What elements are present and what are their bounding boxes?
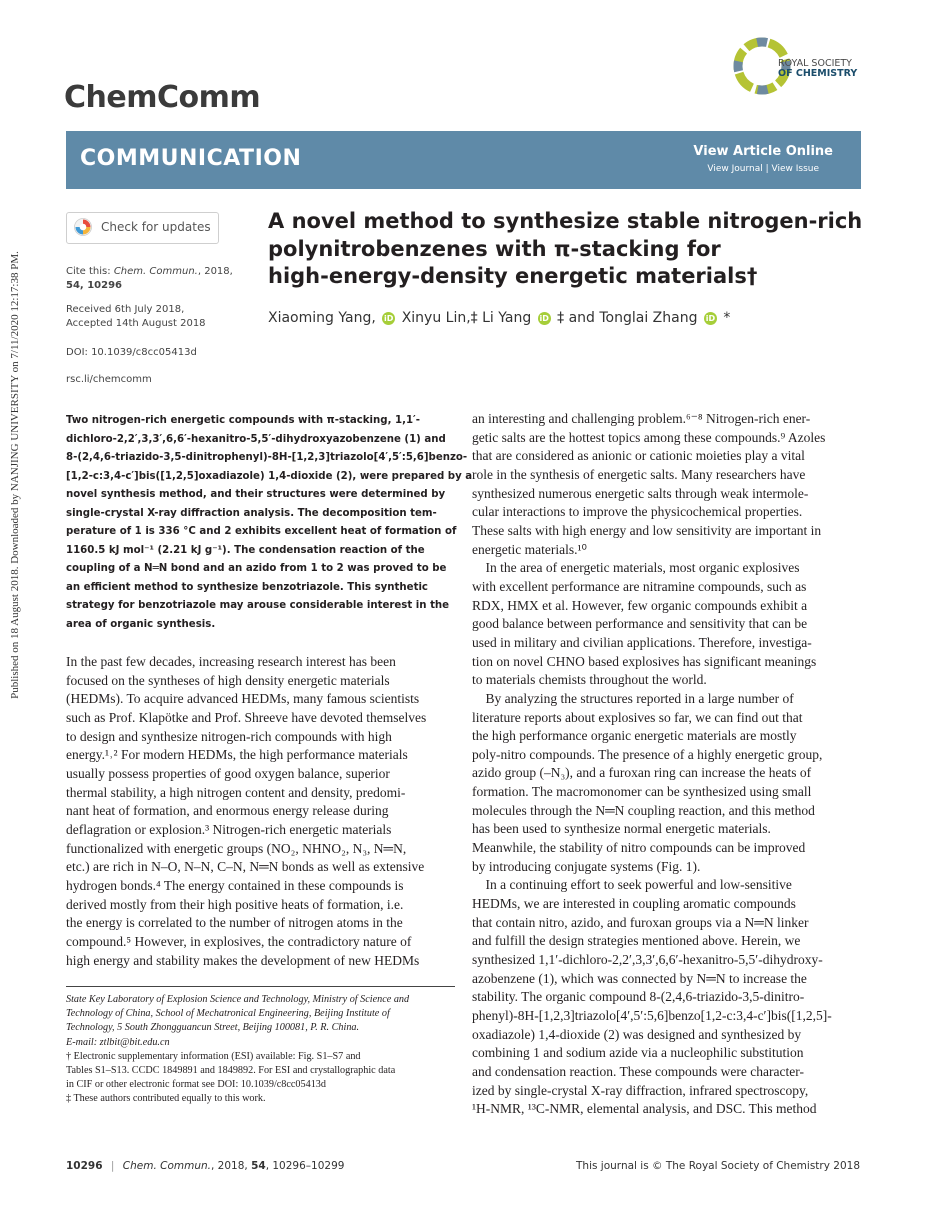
affiliation-line: Technology, 5 South Zhongguancun Street, Beijing 100081, P. R. China. xyxy=(66,1022,360,1034)
rsc-logo xyxy=(732,28,862,98)
body-right-column xyxy=(472,410,862,1119)
article-type-banner xyxy=(66,131,861,189)
body-line: molecules through the N═N coupling reaction, and this method xyxy=(472,802,815,818)
doi[interactable]: DOI: 10.1039/c8cc05413d xyxy=(66,347,197,358)
body-line: By analyzing the structures reported in a large number of xyxy=(472,690,794,706)
body-line: that are considered as anionic or cationic moieties play a vital xyxy=(472,448,805,464)
article-title xyxy=(268,208,868,291)
abstract-line: single-crystal X-ray diffraction analysis. The decomposition tem- xyxy=(66,507,437,519)
abstract-line: novel synthesis method, and their structures were determined by xyxy=(66,489,446,500)
body-line: tion on novel CHNO based explosives has significant meanings xyxy=(472,653,817,669)
body-line: combining 1 and sodium azide via a nucleophilic substitution xyxy=(472,1045,804,1061)
accepted-date: Accepted 14th August 2018 xyxy=(66,317,206,329)
body-line: role in the synthesis of energetic salts. Many researchers have xyxy=(472,466,806,482)
body-line: thermal stability, a high nitrogen content and density, predomi- xyxy=(66,784,406,800)
author-name: Xinyu Lin,‡ Li Yang xyxy=(401,310,532,326)
body-line: HEDMs, we are interested in coupling aromatic compounds xyxy=(472,896,796,912)
body-line: the high performance organic energetic materials are mostly xyxy=(472,728,797,744)
page-footer-right: This journal is © The Royal Society of Chemistry 2018 xyxy=(576,1160,860,1172)
body-line: that contain nitro, azido, and furoxan groups via a N═N linker xyxy=(472,914,809,930)
footnote-line: Tables S1–S13. CCDC 1849891 and 1849892. For ESI and crystallographic data xyxy=(66,1065,396,1077)
check-for-updates-label: Check for updates xyxy=(101,220,211,234)
body-line: cular interactions to improve the physicochemical properties. xyxy=(472,504,803,520)
journal-url[interactable]: rsc.li/chemcomm xyxy=(66,374,152,385)
received-date: Received 6th July 2018, xyxy=(66,304,185,315)
footer-year: , 2018, xyxy=(210,1160,248,1172)
corresponding-mark: * xyxy=(723,310,731,326)
download-notice: Published on 18 August 2018. Downloaded by NANJING UNIVERSITY on 7/11/2020 12:17:38 PM. xyxy=(9,251,21,699)
title-line: high-energy-density energetic materials† xyxy=(268,264,758,288)
footnote-line: ‡ These authors contributed equally to this work. xyxy=(66,1093,266,1105)
email-line[interactable]: E-mail: ztlbit@bit.edu.cn xyxy=(66,1036,170,1048)
body-line: nant heat of formation, and enormous energy release during xyxy=(66,803,389,819)
body-line: compound.⁵ However, in explosives, the contradictory nature of xyxy=(66,933,412,949)
body-line: RDX, HMX et al. However, few organic compounds exhibit a xyxy=(472,597,808,613)
body-line: to materials chemists throughout the world. xyxy=(472,672,707,688)
body-line: to design and synthesize nitrogen-rich compounds with high xyxy=(66,728,392,744)
body-line: an interesting and challenging problem.⁶⁻⁸ Nitrogen-rich ener- xyxy=(472,411,811,426)
rsc-logo-line1: ROYAL SOCIETY xyxy=(778,58,852,69)
body-line: usually possess properties of good oxygen balance, superior xyxy=(66,765,390,781)
abstract-line: an efficient method to synthesize benzotriazole. This synthetic xyxy=(66,581,428,593)
body-line: by introducing conjugate systems (Fig. 1). xyxy=(472,858,701,874)
abstract-line: strategy for benzotriazole may arouse considerable interest in the xyxy=(66,600,450,611)
page-footer-left xyxy=(66,1160,344,1172)
body-line: derived mostly from their high positive heats of formation, i.e. xyxy=(66,896,404,912)
body-line: In the past few decades, increasing research interest has been xyxy=(66,654,396,669)
cite-prefix: Cite this: xyxy=(66,266,111,277)
abstract-line: coupling of a N═N bond and an azido from 1 to 2 was proved to be xyxy=(66,563,447,574)
body-line: In the area of energetic materials, most organic explosives xyxy=(472,560,800,576)
body-line: with excellent performance are nitramine compounds, such as xyxy=(472,578,807,594)
body-line: the energy is correlated to the number of nitrogen atoms in the xyxy=(66,915,403,931)
body-line: focused on the syntheses of high density energetic materials xyxy=(66,672,390,688)
body-line: functionalized with energetic groups (NO₂, NHNO₂, N₃, N═N, xyxy=(66,840,407,856)
cite-year: , 2018, xyxy=(197,266,233,277)
footer-separator: | xyxy=(110,1160,115,1172)
author-list xyxy=(268,310,730,326)
body-line: has been used to synthesize normal energetic materials. xyxy=(472,821,771,837)
article-type: COMMUNICATION xyxy=(80,146,302,171)
abstract-line: perature of 1 is 336 °C and 2 exhibits excellent heat of formation of xyxy=(66,526,457,537)
body-line: formation. The macromonomer can be synthesized using small xyxy=(472,784,812,800)
abstract-line: 1160.5 kJ mol⁻¹ (2.21 kJ g⁻¹). The condensation reaction of the xyxy=(66,544,425,556)
body-line: ¹H-NMR, ¹³C-NMR, elemental analysis, and DSC. This method xyxy=(472,1101,817,1117)
received-accepted xyxy=(66,303,206,330)
abstract-line: [1,2-c:3,4-c′]bis([1,2,5]oxadiazole) 1,4-dioxide (2), were prepared by a xyxy=(66,470,473,482)
crossmark-icon xyxy=(74,218,92,236)
body-line: hydrogen bonds.⁴ The energy contained in these compounds is xyxy=(66,877,404,893)
title-line: A novel method to synthesize stable nitrogen-rich xyxy=(268,209,863,233)
footer-journal: Chem. Commun. xyxy=(122,1160,211,1172)
view-journal-issue-links[interactable]: View Journal | View Issue xyxy=(707,164,819,174)
cite-journal: Chem. Commun. xyxy=(113,266,198,277)
body-line: ized by single-crystal X-ray diffraction, infrared spectroscopy, xyxy=(472,1082,809,1098)
orcid-icon[interactable]: iD xyxy=(539,314,549,323)
body-left-column xyxy=(66,653,455,970)
body-line: such as Prof. Klapötke and Prof. Shreeve have devoted themselves xyxy=(66,709,427,725)
body-line: deflagration or explosion.³ Nitrogen-rich energetic materials xyxy=(66,821,392,837)
body-line: synthesized 1,1′-dichloro-2,2′,3,3′,6,6′-hexanitro-5,5′-dihydroxy- xyxy=(472,952,823,968)
footnote-divider xyxy=(66,986,455,987)
check-for-updates-button[interactable] xyxy=(66,212,219,244)
title-line: polynitrobenzenes with π-stacking for xyxy=(268,236,721,261)
body-line: getic salts are the hottest topics among these compounds.⁹ Azoles xyxy=(472,429,826,445)
rsc-logo-line2: OF CHEMISTRY xyxy=(778,68,858,79)
body-line: synthesized numerous energetic salts through weak intermole- xyxy=(472,485,809,501)
citation-info xyxy=(66,265,233,292)
body-line: azido group (–N₃), and a furoxan ring can increase the heats of xyxy=(472,765,812,781)
body-line: These salts with high energy and low sensitivity are important in xyxy=(472,522,822,538)
body-line: phenyl)-8H-[1,2,3]triazolo[4′,5′:5,6]benzo[1,2-c:3,4-c′]bis([1,2,5]- xyxy=(472,1008,832,1023)
body-line: energy.¹˒² For modern HEDMs, the high performance materials xyxy=(66,747,408,763)
body-line: energetic materials.¹⁰ xyxy=(472,541,587,557)
body-line: and condensation reaction. These compounds were character- xyxy=(472,1063,804,1079)
body-line: stability. The organic compound 8-(2,4,6-triazido-3,5-dinitro- xyxy=(472,989,805,1005)
abstract-line: area of organic synthesis. xyxy=(66,618,216,630)
orcid-icon[interactable]: iD xyxy=(384,314,394,323)
body-line: literature reports about explosives so far, we can find out that xyxy=(472,709,803,725)
abstract-line: 8-(2,4,6-triazido-3,5-dinitrophenyl)-8H-[1,2,3]triazolo[4′,5′:5,6]benzo- xyxy=(66,452,468,463)
affiliation-line: State Key Laboratory of Explosion Science and Technology, Ministry of Science and xyxy=(66,994,410,1005)
journal-name: ChemComm xyxy=(64,80,261,115)
body-line: azobenzene (1), which was connected by N═N to increase the xyxy=(472,970,807,986)
body-line: used in military and civilian applications. Therefore, investiga- xyxy=(472,634,812,650)
orcid-icon[interactable]: iD xyxy=(705,314,716,323)
body-line: good balance between performance and sensitivity that can be xyxy=(472,616,808,632)
download-sidebar xyxy=(4,215,26,735)
body-line: and fulfill the design strategies mentioned above. Herein, we xyxy=(472,933,801,949)
affiliation-line: Technology of China, School of Mechatronical Engineering, Beijing Institute of xyxy=(66,1008,390,1020)
footnote-line: in CIF or other electronic format see DOI: 10.1039/c8cc05413d xyxy=(66,1079,326,1091)
footer-pages: , 10296–10299 xyxy=(265,1160,345,1172)
body-line: high energy and stability makes the development of new HEDMs xyxy=(66,952,420,968)
footnote-line: † Electronic supplementary information (ESI) available: Fig. S1–S7 and xyxy=(66,1050,361,1062)
body-line: (HEDMs). To acquire advanced HEDMs, many famous scientists xyxy=(66,691,420,707)
body-line: etc.) are rich in N–O, N–N, C–N, N═N bonds as well as extensive xyxy=(66,859,425,875)
page-number: 10296 xyxy=(66,1160,103,1172)
author-name: ‡ and Tonglai Zhang xyxy=(557,310,698,326)
body-line: Meanwhile, the stability of nitro compounds can be improved xyxy=(472,840,806,856)
body-line: poly-nitro compounds. The presence of a highly energetic group, xyxy=(472,746,823,762)
footnotes xyxy=(66,993,455,1107)
abstract-line: dichloro-2,2′,3,3′,6,6′-hexanitro-5,5′-dihydroxyazobenzene (1) and xyxy=(66,433,446,445)
body-line: oxadiazole) 1,4-dioxide (2) was designed and synthesized by xyxy=(472,1026,802,1042)
footer-volume: 54 xyxy=(251,1160,266,1172)
body-line: In a continuing effort to seek powerful and low-sensitive xyxy=(472,877,792,893)
author-name: Xiaoming Yang, xyxy=(268,310,376,326)
cite-volume-pages: 54, 10296 xyxy=(66,279,122,291)
abstract-line: Two nitrogen-rich energetic compounds with π-stacking, 1,1′- xyxy=(66,415,420,426)
view-article-online-link[interactable]: View Article Online xyxy=(693,144,833,159)
abstract xyxy=(66,412,473,634)
